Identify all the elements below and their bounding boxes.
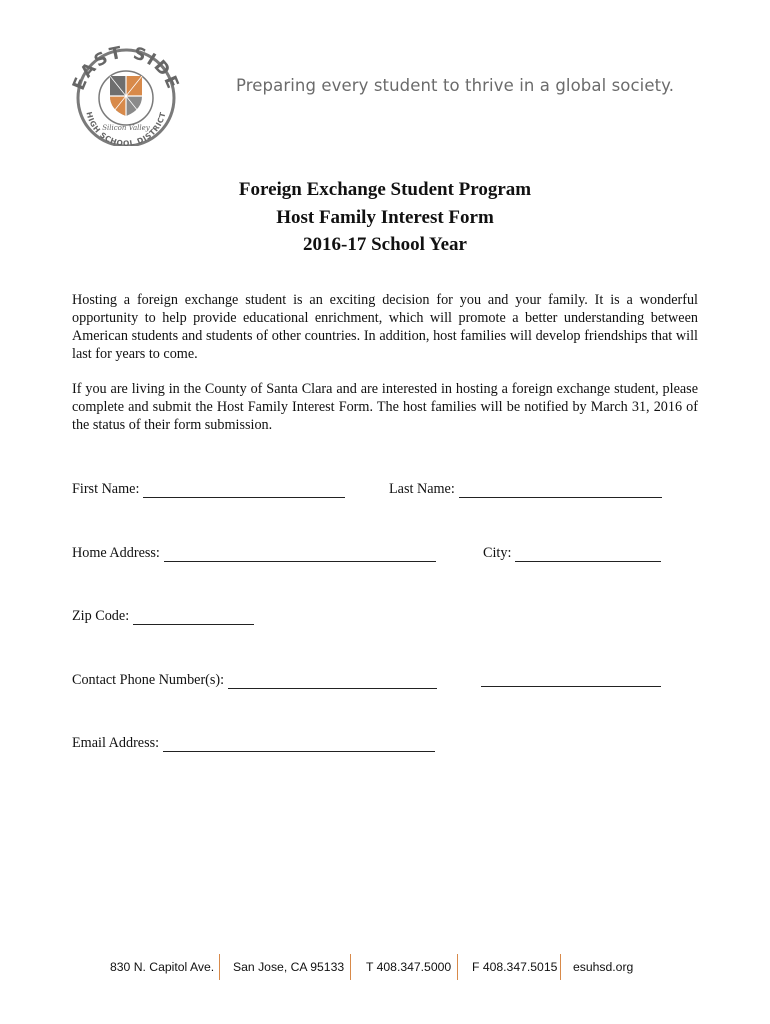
city-input-line[interactable] [515,547,661,562]
email-input-line[interactable] [163,737,435,752]
first-name-field [72,481,345,498]
footer-city: San Jose, CA 95133 [233,960,345,974]
first-name-input-line[interactable] [143,483,345,498]
email-field [72,735,435,752]
svg-text:EAST SIDE: EAST SIDE [68,42,184,94]
first-name-label: First Name: [72,481,140,497]
home-address-input-line[interactable] [164,547,436,562]
zip-code-label: Zip Code: [72,608,130,624]
svg-text:Silicon Valley: Silicon Valley [102,124,150,132]
phone-field [72,672,437,689]
phone-input-line-2[interactable] [481,672,661,687]
document-title [0,176,770,259]
footer-divider [560,954,561,980]
footer-divider [219,954,220,980]
phone-label: Contact Phone Number(s): [72,672,225,688]
last-name-field [389,481,662,498]
instructions-paragraph: If you are living in the County of Santa Clara and are interested in hosting a foreign exchange student, please complete and submit the Host Family Interest Form. The host families will be notified by March 31, 2016 of the status of their form submission. [72,381,698,433]
email-label: Email Address: [72,735,160,751]
tagline: Preparing every student to thrive in a global society. [236,76,675,95]
home-address-label: Home Address: [72,545,160,561]
zip-code-input-line[interactable] [133,610,254,625]
district-logo [64,40,188,146]
intro-paragraph: Hosting a foreign exchange student is an exciting decision for you and your family. It is a wonderful opportunity to help provide educational enrichment, which will promote a better understanding between American students and students of other countries. In addition, host families will develop friendships that will last for years to come. [72,292,698,362]
last-name-input-line[interactable] [459,483,662,498]
footer-phone: T 408.347.5000 [366,960,452,974]
footer-address: 830 N. Capitol Ave. [110,960,215,974]
zip-code-field [72,608,254,625]
title-line-2: Host Family Interest Form [276,206,494,228]
svg-text:HIGH SCHOOL DISTRICT: HIGH SCHOOL DISTRICT [84,110,168,146]
footer-divider [457,954,458,980]
footer-website[interactable]: esuhsd.org [573,960,634,974]
home-address-field [72,545,436,562]
footer-divider [350,954,351,980]
city-label: City: [483,545,512,561]
footer-fax: F 408.347.5015 [472,960,558,974]
title-line-3: 2016-17 School Year [303,234,467,255]
last-name-label: Last Name: [389,481,455,497]
phone-input-line-1[interactable] [228,674,437,689]
title-line-1: Foreign Exchange Student Program [238,179,532,200]
city-field [483,545,661,562]
